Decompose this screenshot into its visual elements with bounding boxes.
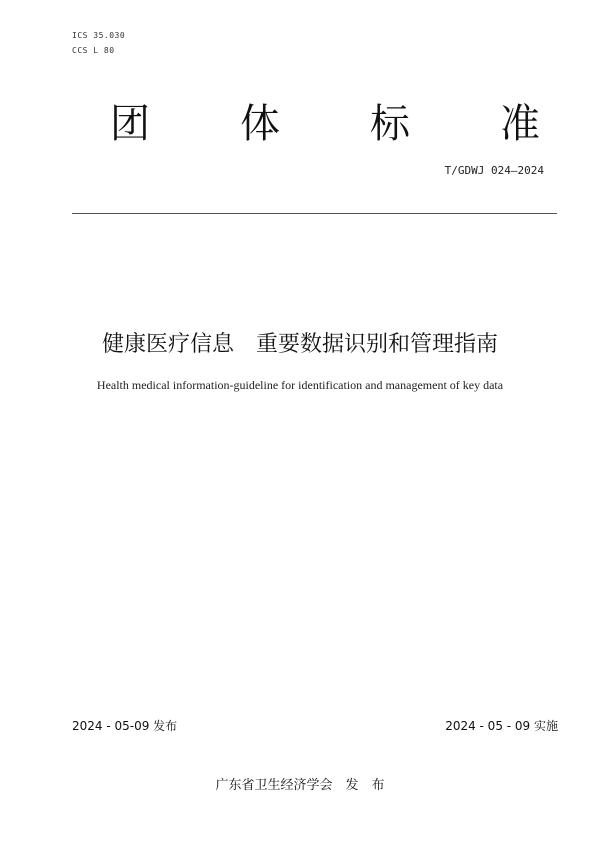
publisher: 广东省卫生经济学会 发 布 <box>215 778 385 793</box>
ccs-code: CCS L 80 <box>72 46 115 55</box>
ics-code: ICS 35.030 <box>72 31 126 40</box>
standard-type-char: 准 <box>500 101 540 147</box>
standard-type-char: 体 <box>240 101 280 147</box>
standard-type-char: 标 <box>370 101 410 147</box>
standard-code: T/GDWJ 024—2024 <box>444 164 544 177</box>
title-chinese: 健康医疗信息 重要数据识别和管理指南 <box>101 332 498 357</box>
title-english: Health medical information-guideline for identification and management of key data <box>96 378 504 392</box>
header-divider <box>72 213 557 214</box>
standard-type-heading <box>100 92 550 149</box>
implementation-date: 2024 - 05 - 09 实施 <box>445 719 558 733</box>
standard-type-char: 团 <box>110 101 150 147</box>
publish-date: 2024 - 05-09 发布 <box>72 719 178 733</box>
